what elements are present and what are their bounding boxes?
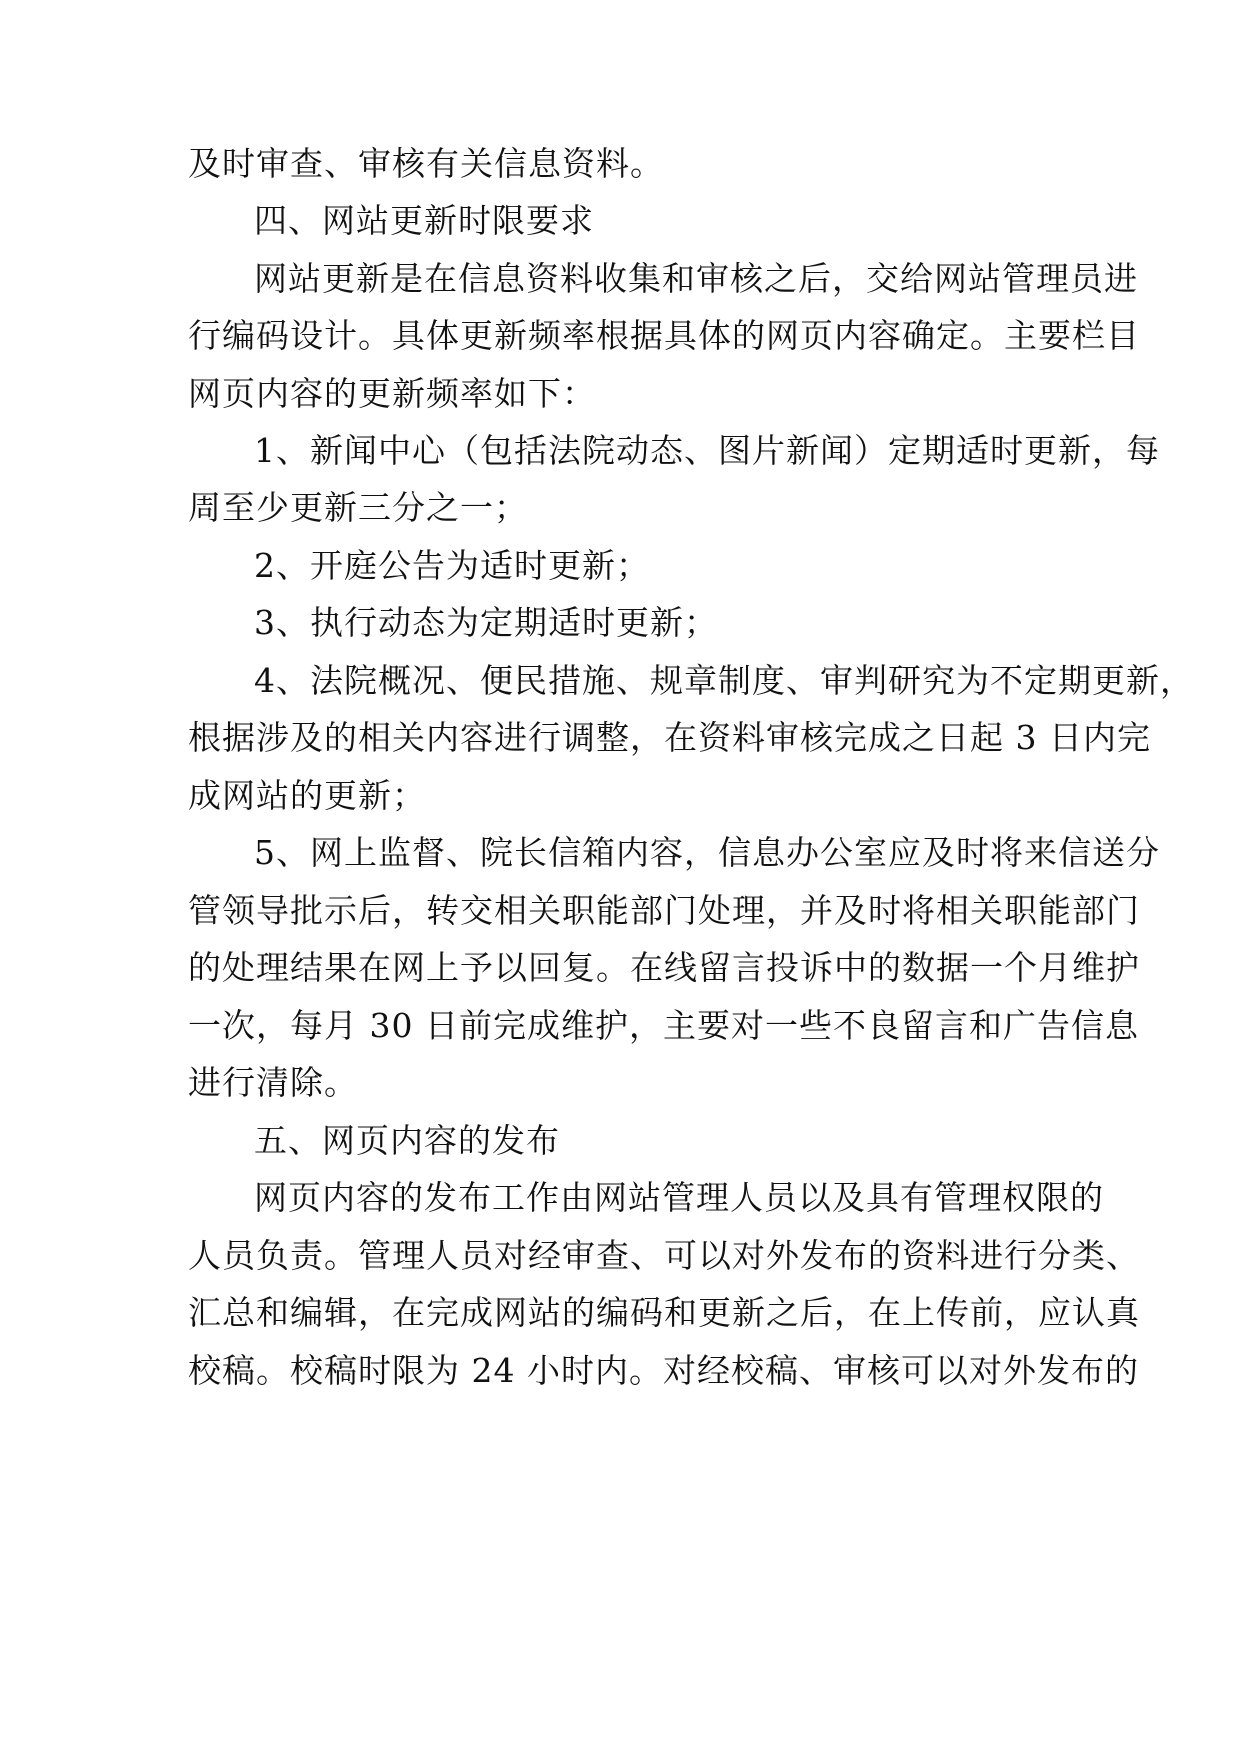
text-line: 的处理结果在网上予以回复。在线留言投诉中的数据一个月维护 — [188, 948, 1140, 987]
text-line: 网页内容的发布工作由网站管理人员以及具有管理权限的 — [254, 1178, 1104, 1217]
section-heading: 五、网页内容的发布 — [254, 1121, 560, 1160]
text-line: 管领导批示后，转交相关职能部门处理，并及时将相关职能部门 — [188, 891, 1140, 930]
text-line: 人员负责。管理人员对经审查、可以对外发布的资料进行分类、 — [188, 1236, 1140, 1275]
list-item: 5、网上监督、院长信箱内容，信息办公室应及时将来信送分 — [254, 833, 1160, 872]
list-item: 3、执行动态为定期适时更新； — [254, 603, 718, 642]
text-line: 及时审查、审核有关信息资料。 — [188, 144, 664, 183]
text-line: 一次，每月 30 日前完成维护，主要对一些不良留言和广告信息 — [188, 1006, 1139, 1045]
text-line: 进行清除。 — [188, 1063, 358, 1102]
list-item: 1、新闻中心（包括法院动态、图片新闻）定期适时更新，每 — [254, 431, 1160, 470]
text-line: 根据涉及的相关内容进行调整，在资料审核完成之日起 3 日内完 — [188, 718, 1151, 757]
text-line: 行编码设计。具体更新频率根据具体的网页内容确定。主要栏目 — [188, 316, 1140, 355]
list-item: 2、开庭公告为适时更新； — [254, 546, 650, 585]
text-line: 汇总和编辑，在完成网站的编码和更新之后，在上传前，应认真 — [188, 1293, 1140, 1332]
text-line: 网站更新是在信息资料收集和审核之后，交给网站管理员进 — [254, 259, 1138, 298]
text-line: 校稿。校稿时限为 24 小时内。对经校稿、审核可以对外发布的 — [188, 1351, 1139, 1390]
text-line: 成网站的更新； — [188, 776, 426, 815]
list-item: 4、法院概况、便民措施、规章制度、审判研究为不定期更新， — [254, 661, 1194, 700]
text-line: 网页内容的更新频率如下： — [188, 374, 596, 413]
section-heading: 四、网站更新时限要求 — [254, 201, 594, 240]
text-line: 周至少更新三分之一； — [188, 488, 528, 527]
